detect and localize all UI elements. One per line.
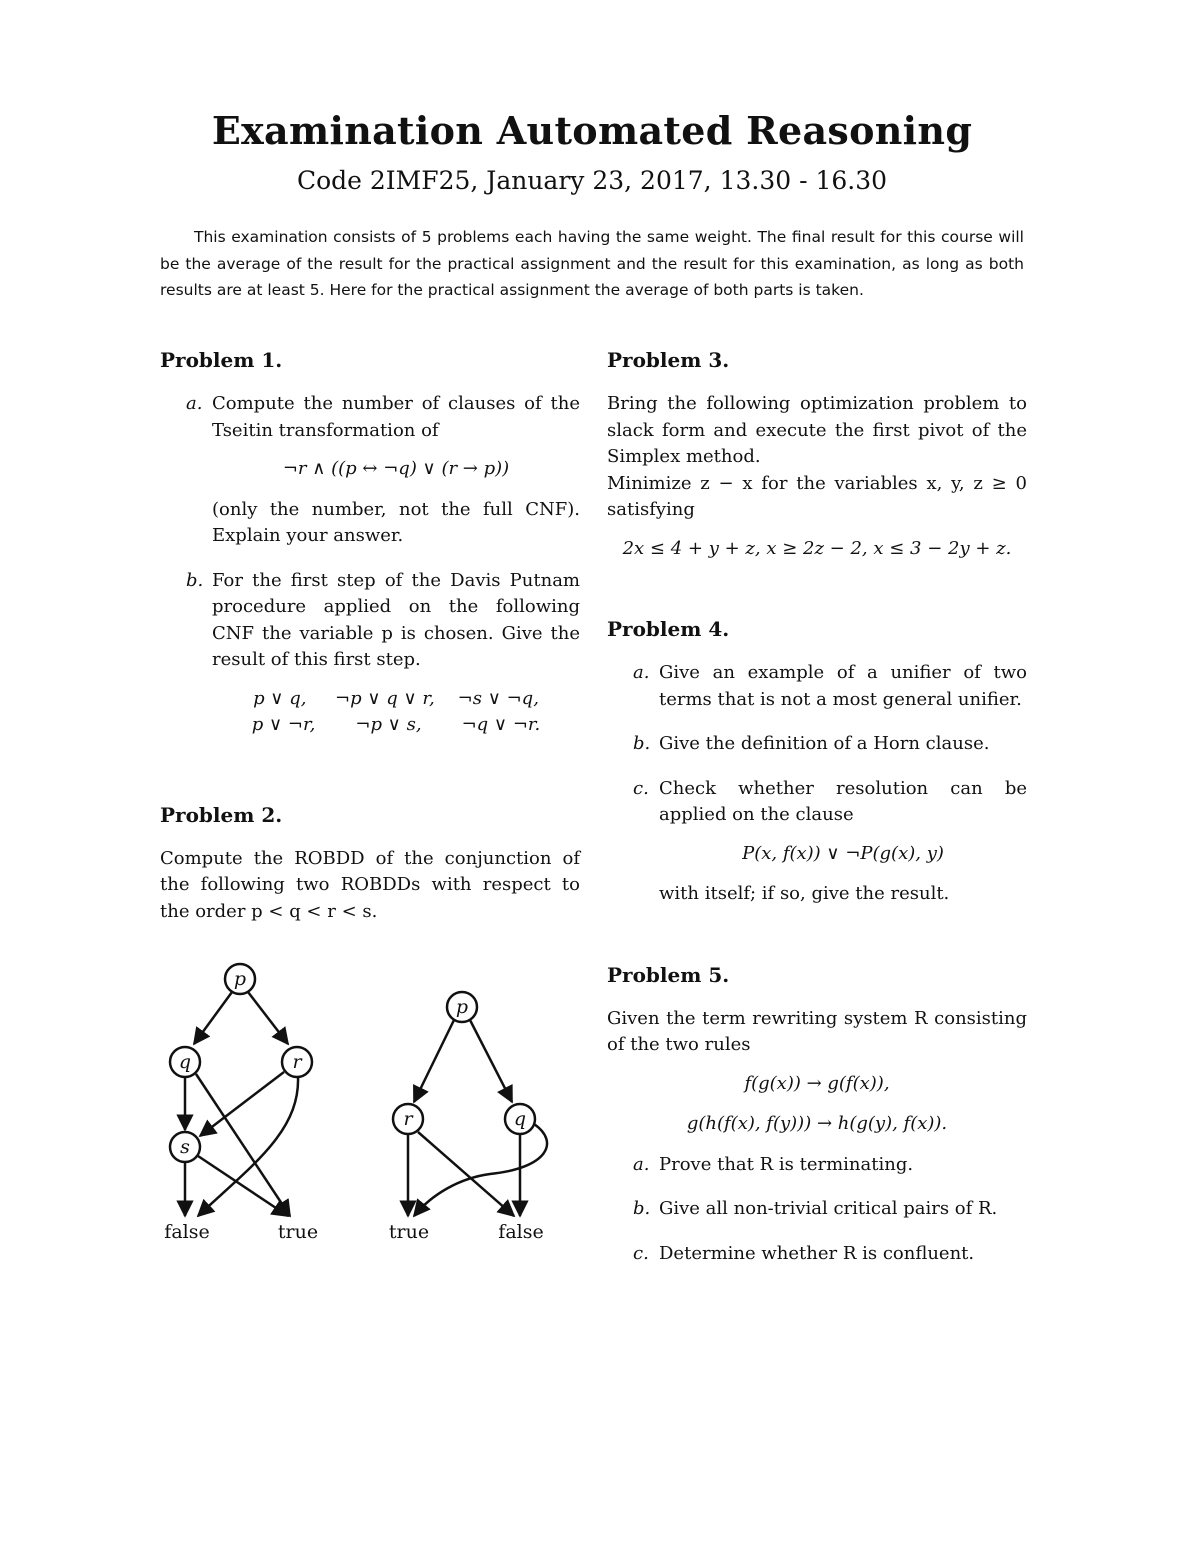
bdd2-label-q: q — [513, 1108, 527, 1130]
problem-3-minimize: Minimize z − x for the variables x, y, z ≥ 0 satisfying — [607, 472, 1027, 520]
bdd2-edge-q-true — [414, 1124, 547, 1216]
problem-5 — [607, 960, 1027, 1268]
problem-5a — [607, 1152, 1027, 1179]
right-column — [607, 345, 1027, 1285]
rewrite-rule-1: f(g(x)) → g(f(x)), — [744, 1072, 890, 1094]
item-label: c. — [633, 1242, 649, 1264]
item-label: b. — [633, 733, 651, 754]
item-label: a. — [633, 662, 650, 683]
bdd1-edge-p-q — [194, 992, 232, 1044]
problem-1 — [160, 345, 580, 738]
cnf-row-2: p ∨ ¬r, ¬p ∨ s, ¬q ∨ ¬r. — [251, 713, 541, 735]
problem-2-text: Compute the ROBDD of the conjunction of the following two ROBDDs with respect to the order p < q < r < s. — [160, 847, 580, 922]
bdd2-terminal-false: false — [498, 1221, 544, 1243]
problem-4-heading: Problem 4. — [607, 617, 730, 641]
bdd1-label-q: q — [178, 1051, 192, 1073]
bdd2-label-p: p — [455, 996, 469, 1018]
item-label: c. — [633, 777, 649, 799]
problem-4a-text: Give an example of a unifier of two terms that is not a most general unifier. — [659, 662, 1027, 710]
problem-4c-after: with itself; if so, give the result. — [659, 883, 950, 904]
bdd2-edge-p-q — [470, 1020, 512, 1102]
bdd2-label-r: r — [403, 1108, 413, 1130]
exam-title: Examination Automated Reasoning — [211, 108, 973, 153]
rewrite-rule-2: g(h(f(x), f(y))) → h(g(y), f(x)). — [686, 1113, 948, 1134]
bdd2-edge-p-r — [414, 1020, 454, 1102]
problem-1-heading: Problem 1. — [160, 348, 283, 372]
bdd1-edge-p-r — [248, 992, 288, 1044]
problem-1a-text: Compute the number of clauses of the Tseitin transformation of — [212, 393, 580, 441]
problem-4c-formula: P(x, f(x)) ∨ ¬P(g(x), y) — [742, 842, 944, 864]
left-column — [160, 345, 580, 925]
bdd1-edge-q-true — [196, 1074, 290, 1216]
bdd1-label-p: p — [233, 968, 247, 990]
problem-5a-text: Prove that R is terminating. — [659, 1153, 914, 1175]
problem-5c — [607, 1241, 1027, 1268]
problem-1b-text: For the first step of the Davis Putnam procedure applied on the following CNF the variable p is chosen. Give the result of this first step. — [212, 569, 580, 670]
problem-1a-formula: ¬r ∧ ((p ↔ ¬q) ∨ (r → p)) — [282, 458, 510, 479]
robdd-diagrams — [160, 962, 580, 1252]
problem-1b — [160, 568, 580, 738]
cnf-row-1: p ∨ q, ¬p ∨ q ∨ r, ¬s ∨ ¬q, — [253, 687, 539, 709]
problem-3 — [607, 345, 1027, 562]
problem-5b — [607, 1196, 1027, 1223]
bdd1-edge-r-s — [200, 1072, 284, 1136]
item-label: b. — [186, 569, 204, 591]
bdd2-terminal-true: true — [388, 1221, 430, 1243]
problem-3-heading: Problem 3. — [607, 348, 730, 372]
problem-3-text: Bring the following optimization problem to slack form and execute the first pivot of the Simplex method. — [607, 393, 1027, 467]
problem-1a-after: (only the number, not the full CNF). Explain your answer. — [212, 498, 580, 546]
problem-3-constraints: 2x ≤ 4 + y + z, x ≥ 2z − 2, x ≤ 3 − 2y + z. — [622, 537, 1012, 559]
exam-subtitle: Code 2IMF25, January 23, 2017, 13.30 - 16.30 — [296, 166, 888, 195]
problem-4 — [607, 614, 1027, 908]
problem-4b-text: Give the definition of a Horn clause. — [659, 733, 990, 754]
bdd1-edge-s-true — [198, 1156, 288, 1216]
bdd1-terminal-true: true — [277, 1221, 319, 1243]
exam-intro: This examination consists of 5 problems each having the same weight. The final result for this course will be the average of the result for the practical assignment and the result for this examination, as long as both results are at least 5. Here for the practical assignment the average of both parts is taken. — [160, 228, 1024, 299]
problem-4c — [607, 776, 1027, 908]
item-label: a. — [633, 1153, 650, 1175]
problem-4c-text: Check whether resolution can be applied on the clause — [659, 777, 1027, 825]
item-label: a. — [186, 393, 203, 414]
item-label: b. — [633, 1198, 651, 1219]
problem-5c-text: Determine whether R is confluent. — [659, 1242, 975, 1264]
problem-5b-text: Give all non-trivial critical pairs of R. — [659, 1198, 998, 1219]
problem-5-text: Given the term rewriting system R consisting of the two rules — [607, 1007, 1027, 1055]
bdd1-terminal-false: false — [164, 1221, 210, 1243]
bdd1-label-r: r — [292, 1051, 302, 1073]
problem-4b — [607, 731, 1027, 758]
problem-5-heading: Problem 5. — [607, 962, 730, 987]
bdd1-label-s: s — [180, 1136, 190, 1158]
problem-2-heading: Problem 2. — [160, 802, 283, 827]
problem-2 — [160, 800, 580, 926]
problem-4a — [607, 660, 1027, 713]
problem-1a — [160, 391, 580, 550]
